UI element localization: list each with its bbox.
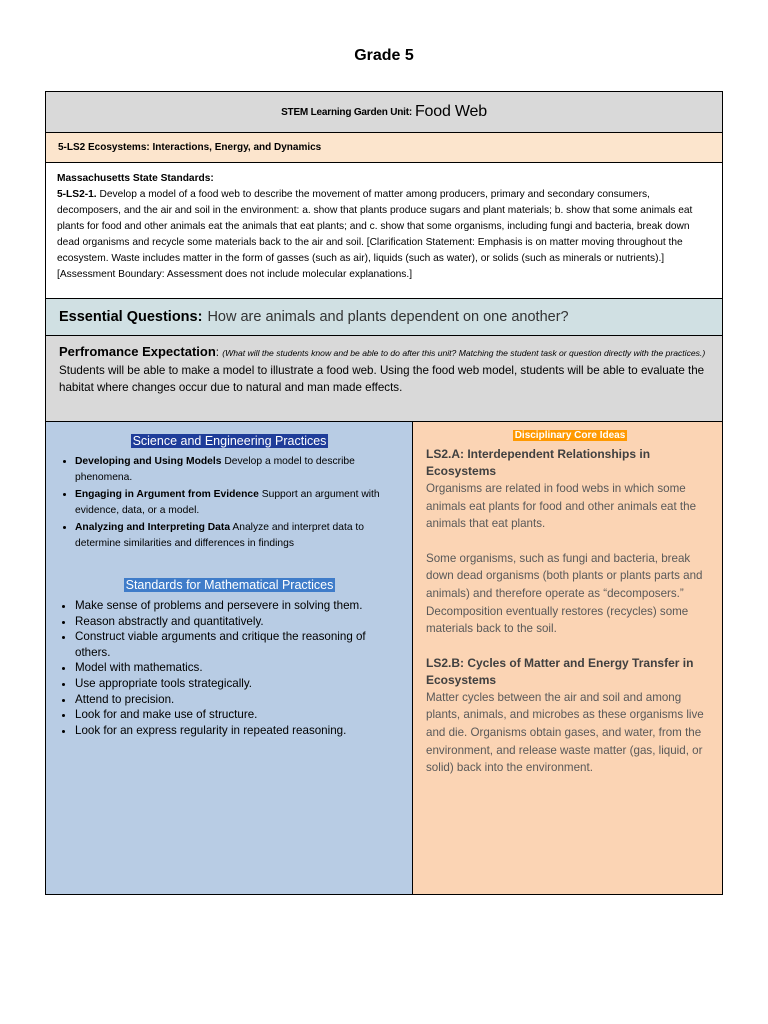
standard-code: 5-LS2 Ecosystems: Interactions, Energy, and Dynamics — [58, 142, 322, 153]
smp-list — [57, 598, 402, 738]
list-item: • Look for and make use of structure. — [75, 707, 402, 723]
performance-expectation-label: Perfromance Expectation — [59, 344, 216, 359]
performance-expectation-text: Students will be able to make a model to illustrate a food web. Using the food web model, students will be able to evaluate the habitat where changes occur due to natural and man made effects. — [59, 364, 705, 394]
sep-item-title: Analyzing and Interpreting Data — [75, 522, 231, 533]
unit-name: Food Web — [414, 103, 487, 120]
unit-label: STEM Learning Garden Unit: — [281, 106, 412, 118]
state-standards-title: Massachusetts State Standards: — [57, 173, 214, 184]
state-standard-text: Develop a model of a food web to describe the movement of matter among producers, primary and secondary consumers, decomposers, and the air and soil in the environment: a. show that plants produce sugars and plant materials; b. show that some animals eat plants for food and other animals eat the animals that eat plants; and c. show that some organisms, including fungi and bacteria, break down dead organisms and recycle some materials back to the air and soil. [Clarification Statement: Emphasis is on matter moving throughout the ecosystem. Waste includes matter in the form of gasses (such as air), liquids (such as water), or solids (such as minerals or nutrients).] [Assessment Boundary: Assessment does not include molecular explanations.] — [57, 189, 693, 280]
list-item — [75, 520, 402, 552]
performance-expectation-note: (What will the students know and be able to do after this unit? Matching the student task or question directly with the practices.) — [222, 348, 706, 358]
core-ideas-column — [413, 422, 722, 894]
smp-heading — [57, 578, 402, 592]
list-item: • Use appropriate tools strategically. — [75, 676, 402, 692]
unit-table — [45, 91, 723, 895]
essential-questions-label: Essential Questions: — [59, 309, 203, 325]
state-standard-code: 5-LS2-1. — [57, 189, 97, 200]
ls2b-paragraph-1: Matter cycles between the air and soil and among plants, animals, and microbes as these organisms live and die. Organisms obtain gases, and water, from the environment, and release waste matter (gas, liquid, or solid) back into the environment. — [426, 690, 704, 775]
ls2a-title: LS2.A: Interdependent Relationships in Ecosystems — [426, 447, 651, 478]
practices-columns — [46, 422, 722, 894]
sep-item-text: Develop a model to describe phenomena. — [75, 456, 355, 483]
essential-questions-text: How are animals and plants dependent on one another? — [207, 309, 569, 325]
sep-item-text: Support an argument with evidence, data, or a model. — [75, 489, 380, 516]
practices-column — [46, 422, 413, 894]
sep-item-title: Engaging in Argument from Evidence — [75, 489, 259, 500]
smp-heading-label: Standards for Mathematical Practices — [125, 578, 334, 592]
list-item: • Construct viable arguments and critique the reasoning of others. — [75, 629, 402, 660]
dci-heading-label: Disciplinary Core Ideas — [514, 430, 626, 441]
list-item: • Make sense of problems and persevere in solving them. — [75, 598, 402, 614]
list-item: • Reason abstractly and quantitatively. — [75, 614, 402, 630]
unit-header — [46, 92, 722, 133]
standard-code-row — [46, 133, 722, 163]
sep-item-title: Developing and Using Models — [75, 456, 222, 467]
list-item — [75, 454, 402, 486]
list-item: • Attend to precision. — [75, 692, 402, 708]
dci-heading — [426, 428, 714, 441]
essential-questions-row — [46, 299, 722, 336]
state-standards-section — [46, 163, 722, 299]
sep-item-text: Analyze and interpret data to determine similarities and differences in findings — [75, 522, 365, 549]
ls2a-paragraph-2: Some organisms, such as fungi and bacteria, break down dead organisms (both plants or plants parts and animals) and therefore operate as “decomposers.” Decomposition eventually restores (recycles) some materials back to the soil. — [426, 551, 703, 636]
sep-heading — [57, 434, 402, 448]
state-standards-body — [57, 187, 712, 283]
page-title: Grade 5 — [354, 47, 414, 64]
list-item: • Model with mathematics. — [75, 660, 402, 676]
ls2a-paragraph-1: Organisms are related in food webs in which some animals eat plants for food and other animals eat the animals that eat plants. — [426, 482, 697, 531]
performance-expectation-section — [46, 336, 722, 422]
performance-expectation-colon: : — [215, 346, 220, 359]
list-item: • Look for an express regularity in repeated reasoning. — [75, 723, 402, 739]
ls2b-title: LS2.B: Cycles of Matter and Energy Transfer in Ecosystems — [426, 655, 694, 687]
list-item — [75, 487, 402, 519]
sep-list — [57, 454, 402, 552]
sep-heading-label: Science and Engineering Practices — [132, 434, 327, 448]
